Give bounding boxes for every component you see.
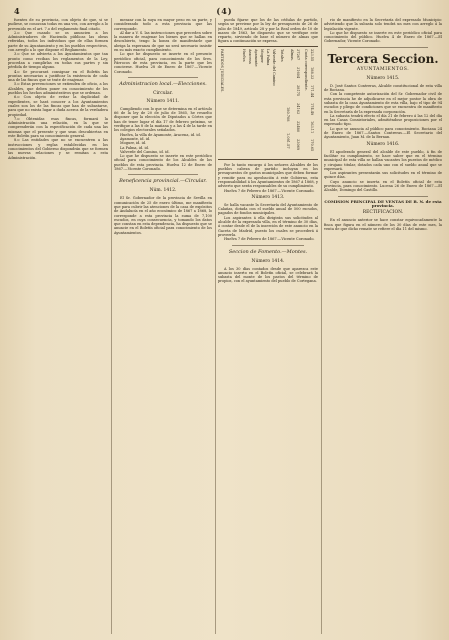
paragraph: Huelva 7 de Febrero de 1867.—Vicente Coronado. (224, 188, 315, 193)
column-2 (114, 18, 212, 634)
section-divider (128, 77, 198, 78)
table-cell: Huelva (242, 48, 246, 62)
notice-number: Número 1414. (251, 258, 285, 264)
section-title: Seccion de Fomento.—Montes. (228, 248, 308, 255)
table-cell: 1.091.57 (286, 132, 290, 149)
paragraph: Lo que he dispuesto se inserte en este periódico oficial para conocimiento del público. Huelva 4 de Enero de 1867.—El Gobernador, Vicente Coronado. (324, 30, 442, 44)
paragraph: El Sr. Gobernador de la provincia de Sevilla en comunicación de 25 de enero último, me manifiesta que para cubrir las atenciones de la casa de expósitos de Andalucía en el año económico de 1867 a 1868, lo corresponde a esta provincia la suma de 7,100 escudos, en cuya consecuencia, y tomando los datos que constan en esta dependencia, ha dispuesto que se anuncie en el Boletín oficial para conocimiento de los Ayuntamientos. (114, 196, 212, 235)
paragraph: Cuyo anuncio se inserta en el Boletín oficial de esta provincia, para conocimiento. Lucena 26 de Enero de 1867.—El Alcalde, Domingo del Castillo. (324, 179, 442, 193)
paragraph: 6.o Con objeto de evitar la duplicidad de expedientes, se hará conocer a los Ayuntamientos cuales son los de las fincas que han de subastarse, para que no exista lugar a duda acerca de la verdadera propiedad. (8, 95, 108, 117)
table-cell: 188.33 (310, 66, 314, 80)
paragraph: 4.o Se procurará consignar en el Boletín las prontas necesarias a justificar la existencia de cada una de las fincas que se trate de enajenar. (8, 69, 108, 83)
page-header: (4) (216, 6, 233, 16)
table-cell: Aracena (248, 48, 252, 64)
subtitle: Circular. (153, 90, 173, 96)
table-cell: 174.49 (310, 102, 314, 116)
table-cell: 37267 (296, 48, 300, 60)
paragraph: 5.o Estas prevenciones se extienden de oficio, a los Alcaldes, que deben poner en conocimiento de los pueblos los hechos administrativos que se ordenan. (8, 82, 108, 96)
paragraph: 8.o Las entidades que no se encuentren a las instrucciones y reglas establecidas en los conocimientos del Gobierno dispondrán que se formen las nuevas relaciones y se remitan a esta Administración. (8, 138, 108, 160)
table-header: Cuota correspondiente. (304, 48, 308, 91)
table-cell: Totales (280, 48, 284, 62)
paragraph: Lo que he dispuesto se inserte en este periódico oficial para conocimiento de los Alcaldes de los pueblos de esta provincia. Huelva 12 de Enero de 1867.—Vicente Coronado. (114, 154, 212, 172)
paragraph: Lo que he dispuesto se inserte en el presente periódico oficial, para conocimiento de los Sres. Párrocos de esta provincia, en la parte que les concierne. Huelva 28 de Enero de 1867.—Vicente Coronado. (114, 52, 212, 74)
paragraph: D. José Santos Contreras, Alcalde constitucional de esta villa de Rociana. (324, 83, 442, 93)
table-header: PARTIDOS JUDICIALES. (220, 48, 224, 93)
table-cell: 31604 (296, 66, 300, 78)
paragraph: 2.o Que cuando se os anuncien a los Administradores de Hacienda públicas las obras referidas, todos los individuos que de ellas formen parte de su Ayuntamiento y en los pueblos respectivos, con arreglo a lo que dispone el Reglamento. (8, 30, 108, 53)
section-title: COMISION PRINCIPAL DE VENTAS DE B. N. de esta provincia. (324, 198, 442, 208)
paragraph: menzar con la suya en mayor peso en su parte, y considerando todo a esta provincia que las corresponde. (114, 18, 212, 31)
paragraph: pueda fijarse que los de las cédulas de partido, según se previene por la ley de presupuesto de 26 de julio de 1849, artículo 28 y por la Real orden de 10 de marzo de 1863, he dispuesto que se verifique este reparto, sirviendo de base el número de almas que figura a continuación se expresa. (218, 18, 318, 44)
paragraph: Por lo tanto encargo á los señores Alcaldes de los pueblos cabeza de partido incluyan en los presupuestos de gastos municipales que deben formar y remitir para su aprobación á este Gobierno, esta responsabilidad á los Ayuntamientos de 1867 á 1868, y advierto que serán responsables de su cumplimiento. (218, 162, 318, 189)
section-title: Beneficencia provincial.—Circular. (119, 178, 207, 185)
notice-number: Número 1411. (146, 98, 180, 104)
notice-number: Número 1415. (366, 75, 400, 81)
paragraph: En el anuncio anterior se hace constar equivocadamente la finca que figura en el número de los 30 días de este mes, la venta de que dicho remate se refiere el día 11 del mismo. (324, 218, 442, 231)
paragraph: rio de manifiesto en la Secretaría del expresado Municipio: advirtiendo que la subasta solo tendrá un mes con arreglo á la legislación vigente. (324, 18, 442, 31)
paragraph: 7.o Obtenidas esas fincas, formará la Administración una relación, en la que se comprenderán con la especificación de cada una las mismas que el presente y que sean descubiertas en este Boletín para su conocimiento general. (8, 116, 108, 139)
paragraph: Los aspirantes á ella dirigirán sus solicitudes al alcalde de la expresada villa, en el término de 30 días, á contar desde el de la inserción de este anuncio en la Gaceta de Madrid, puesto los cuales se procederá á proveerla. (218, 215, 318, 237)
notice-number: Núm. 1412. (149, 188, 177, 194)
column-divider (215, 18, 216, 634)
column-3 (218, 18, 318, 634)
paragraph: Valverde del Camino, id. id. (120, 149, 170, 154)
column-1 (8, 18, 108, 634)
section-subheading: AYUNTAMIENTOS. (356, 66, 410, 72)
paragraph: Los aspirantes presentarán sus solicitudes en el término de quince días. (324, 171, 442, 180)
table-cell: 38175 (296, 84, 300, 96)
table-cell: 32480 (296, 120, 300, 132)
paragraph: La subasta tendrá efecto el día 21 de febrero á las 12 del día en las Casas Consistoriales, admitiéndose proposiciones por el expresado tipo. (324, 113, 442, 127)
notice-number: Número 1413. (251, 194, 285, 200)
table-cell: La Palma (266, 48, 270, 66)
section-divider (338, 47, 428, 48)
section-title: Administracion local.—Elecciones. (119, 80, 207, 87)
table-cell: 33069 (296, 138, 300, 150)
paragraph: Al dar a V. S. las instrucciones que preceden sobre la manera de enajenar los bienes que se hallan en descubierto, tengo la honra de manifestarle que abriga la esperanza de que no será necesario insistir en su más exacto cumplimiento. (114, 30, 212, 53)
table-cell: 180.708 (286, 106, 290, 122)
table-cell: Ayamonte (254, 48, 258, 67)
table-cell: 171.44 (310, 84, 314, 98)
notice-number: Número 1416. (366, 141, 400, 147)
table-header: Almas. (290, 48, 294, 61)
table-cell: 223.55 (310, 48, 314, 62)
paragraph: Ayamonte, id. id. (120, 136, 151, 141)
paragraph: Cumpliendo con lo que se determina en el artículo 66 de la ley de 20 de julio de 1865, he resuelto disponer que la elección de Diputados a Córtes que han de tener lugar el día 17 de febrero próximo, se verifique a las 8 de la mañana y a las 4 de la tarde en los colegios electorales señalados. (114, 106, 212, 133)
paragraph: A los 30 días contados desde que aparezca este anuncio inserto en el Boletín oficial, se celebrará la subasta del monte de los pastos del término de propios, con el ayuntamiento del pueblo de Cortegana. (218, 266, 318, 284)
paragraph: 3.o Que se advierta a los Ayuntamientos que tan pronto como reciban los reglamentos de la Ley, procedan a cumplirlas en todas sus partes y sin pérdida de tiempo alguno. (8, 52, 108, 70)
paragraph: Moguer, id. id. (120, 141, 147, 146)
table-cell: 34163 (296, 102, 300, 114)
paragraph: fuentes de su provincia, con objeto de que, si se pudiese, se conozcan todas en una vez, con arreglo a lo prevenido en el art. 7.o del reglamento final citado. (8, 18, 108, 31)
column-divider (321, 18, 322, 634)
table-cell: Valverde del Camino (272, 48, 276, 86)
paragraph: Se halla vacante la Secretaría del Ayuntamiento de Calañas, dotada con el sueldo anual de 500 escudos, pagados de fondos municipales. (218, 202, 318, 216)
paragraph: El apoderado general del alcalde de este pueblo, á fin de facilitar su cumplimiento, se hace saber que en el término municipal de esta villa se hallan vacantes los puestos de médico y cirujano titular, dotados cada uno con el sueldo anual que se expresará. (324, 149, 442, 171)
page-number: 4 (14, 6, 20, 16)
paragraph: Huelva, la villa de Ayamonte, Aracena, id. id. (120, 132, 201, 137)
subtitle: RECTIFICACION. (362, 210, 404, 216)
column-4 (324, 18, 442, 634)
table-cell: 170.65 (310, 138, 314, 152)
paragraph: Lo que se anuncia al público para conocimiento. Rociana 24 de Enero de 1867.—Santos Contreras.—El Secretario del Ayuntamiento, Juan M. de la Bernan. (324, 126, 442, 140)
population-table (218, 46, 318, 160)
table-cell: 163.11 (310, 120, 314, 134)
section-divider (338, 196, 428, 197)
paragraph: Huelva 7 de Febrero de 1867.—Vicente Coronado. (224, 237, 315, 242)
table-cell: Moguer (260, 48, 264, 63)
section-divider (232, 245, 304, 246)
section-heading: Tercera Seccion. (327, 51, 439, 66)
section-divider (128, 174, 198, 175)
paragraph: Con la competente autorización del Sr. Gobernador civil de esta provincia he de adjudicarse en el mejor postor la obra de subasta de la casa Ayuntamiento de esta villa, bajo el tipo de 94 escudos y pliego de condiciones que se encuentra de manifiesto en la Secretaría de la expresada corporación. (324, 92, 442, 114)
column-divider (111, 18, 112, 634)
paragraph: La Palma, id. id. (120, 145, 149, 150)
